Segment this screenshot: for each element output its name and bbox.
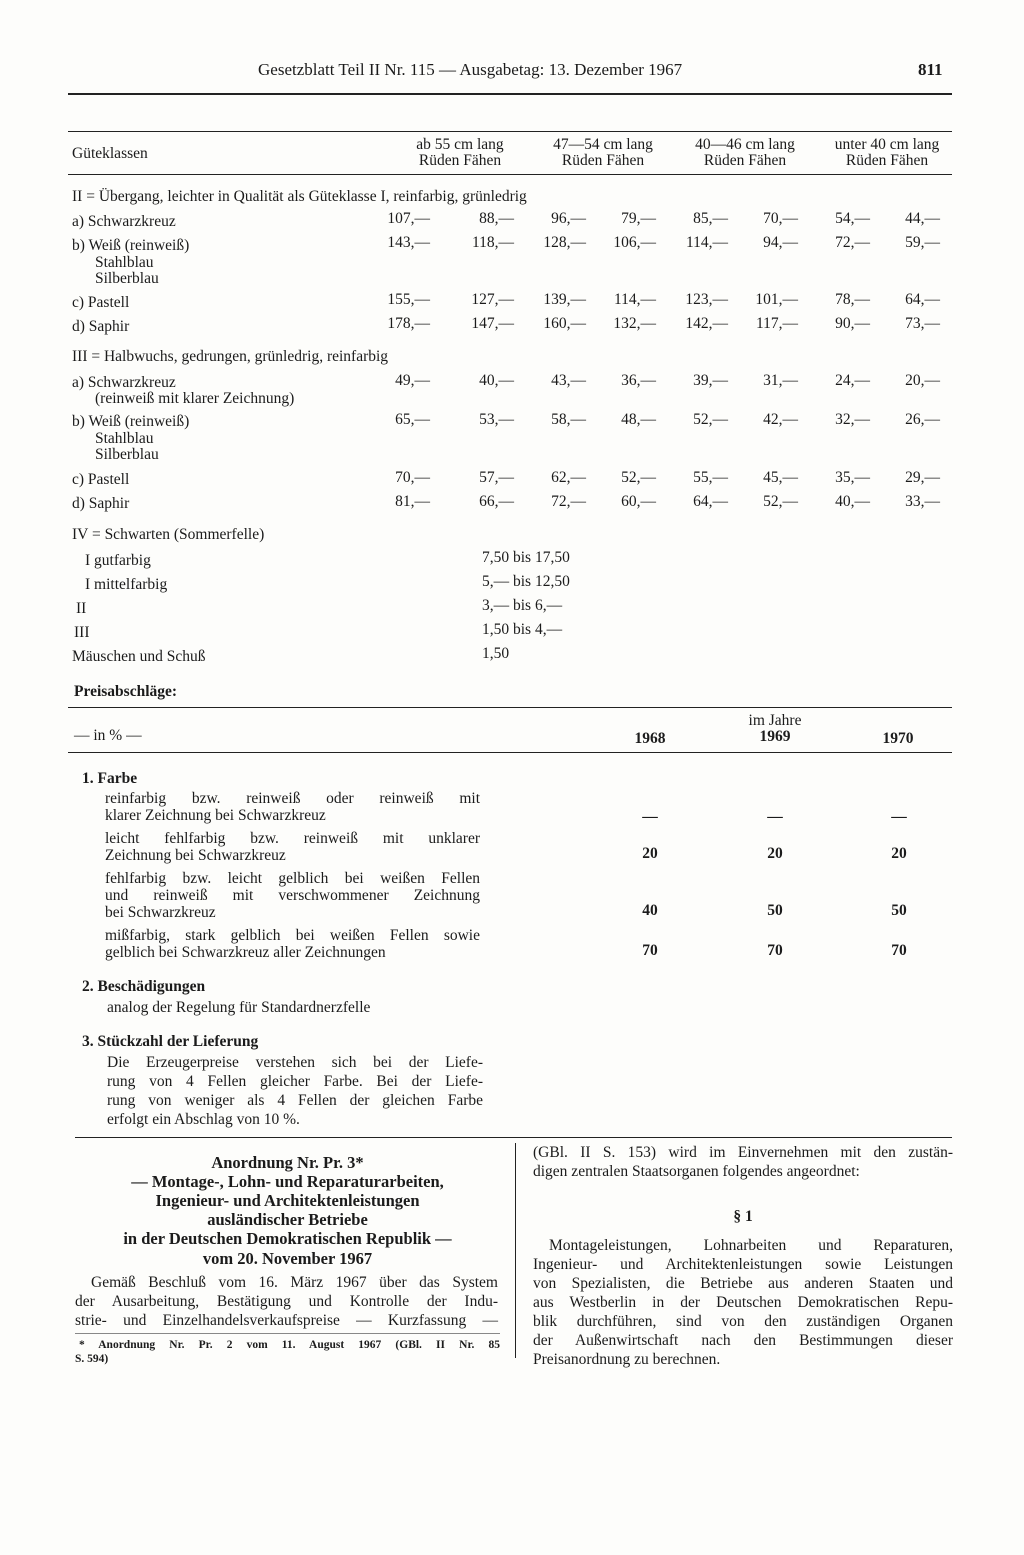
table-header-rule <box>68 174 952 175</box>
price-cell: 123,— <box>685 291 728 308</box>
price-cell: 52,— <box>763 493 798 510</box>
price-cell: 107,— <box>387 210 430 227</box>
footnote-line: S. 594) <box>75 1353 109 1365</box>
text-line: digen zentralen Staatsorganen folgendes angeordnet: <box>533 1163 860 1180</box>
abschlag-value: 50 <box>891 902 907 919</box>
price-cell: 73,— <box>905 315 940 332</box>
size-group-2-sub: Rüden Fähen <box>561 152 645 169</box>
farbe-title: 1. Farbe <box>82 770 138 787</box>
price-cell: 53,— <box>479 411 514 428</box>
text-line: leicht fehlfarbig bzw. reinweiß mit unklarer <box>105 830 480 847</box>
price-cell: 65,— <box>395 411 430 428</box>
abschlag-value: 20 <box>642 845 658 862</box>
title-line: Ingenieur- und Architektenleistungen <box>155 1191 420 1210</box>
header-rule <box>68 93 952 95</box>
price-cell: 72,— <box>835 234 870 251</box>
price-cell: 39,— <box>693 372 728 389</box>
text-line: gelblich bei Schwarzkreuz aller Zeichnungen <box>105 944 386 961</box>
price-cell: 57,— <box>479 469 514 486</box>
text-line: Ingenieur- und Architektenleistungen sowie Leistungen <box>533 1256 953 1273</box>
section-iii-title: III = Halbwuchs, gedrungen, grünledrig, reinfarbig <box>72 348 389 365</box>
row-label: b) Weiß (reinweiß) <box>72 413 190 430</box>
price-cell: 52,— <box>621 469 656 486</box>
anordnung-intro <box>75 1273 498 1330</box>
abschlaege-header-rule <box>68 752 952 753</box>
row-label: I mittelfarbig <box>85 576 168 593</box>
row-value: 1,50 bis 4,— <box>482 621 563 638</box>
footnote <box>75 1338 500 1366</box>
row-label: III <box>74 624 90 641</box>
text-line: blik durchführen, sind von den zuständigen Organen <box>533 1313 953 1330</box>
anordnung-date: vom 20. November 1967 <box>202 1249 373 1268</box>
farbe-row-text <box>105 790 480 824</box>
row-label: I gutfarbig <box>85 552 151 569</box>
price-cell: 142,— <box>685 315 728 332</box>
price-cell: 70,— <box>395 469 430 486</box>
size-group-3-sub: Rüden Fähen <box>703 152 787 169</box>
text-line: strie- und Einzelhandelsverkaufspreise — Kurzfassung — <box>75 1312 498 1329</box>
price-cell: 72,— <box>551 493 586 510</box>
text-line: reinfarbig bzw. reinweiß oder reinweiß mit <box>105 790 480 807</box>
price-cell: 60,— <box>621 493 656 510</box>
price-cell: 48,— <box>621 411 656 428</box>
text-line: Zeichnung bei Schwarzkreuz <box>105 847 286 864</box>
page-number: 811 <box>918 60 943 79</box>
price-cell: 42,— <box>763 411 798 428</box>
price-cell: 32,— <box>835 411 870 428</box>
abschlag-value: — <box>767 808 783 825</box>
title-line: ausländischer Betriebe <box>207 1210 368 1229</box>
abschlag-value: 70 <box>891 942 907 959</box>
section-ii-title: II = Übergang, leichter in Qualität als Güteklasse I, reinfarbig, grünledrig <box>72 188 527 205</box>
price-cell: 43,— <box>551 372 586 389</box>
row-sublabel: Stahlblau <box>95 430 154 447</box>
farbe-row-text <box>105 830 480 864</box>
size-group-3: 40—46 cm lang <box>695 136 795 153</box>
farbe-row-text <box>105 927 480 961</box>
text-line: fehlfarbig bzw. leicht gelblich bei weißen Fellen <box>105 870 480 887</box>
price-cell: 118,— <box>471 234 514 251</box>
price-cell: 139,— <box>543 291 586 308</box>
row-value: 5,— bis 12,50 <box>482 573 570 590</box>
price-cell: 127,— <box>471 291 514 308</box>
text-line: Preisanordnung zu berechnen. <box>533 1351 721 1368</box>
row-value: 3,— bis 6,— <box>482 597 563 614</box>
text-line: (GBl. II S. 153) wird im Einvernehmen mit den zustän- <box>533 1144 953 1161</box>
price-cell: 45,— <box>763 469 798 486</box>
abschlag-value: — <box>642 808 658 825</box>
price-cell: 44,— <box>905 210 940 227</box>
price-cell: 88,— <box>479 210 514 227</box>
title-line: in der Deutschen Demokratischen Republik — <box>123 1229 452 1248</box>
price-cell: 64,— <box>905 291 940 308</box>
row-label: c) Pastell <box>72 294 130 311</box>
price-cell: 78,— <box>835 291 870 308</box>
abschlag-value: — <box>891 808 907 825</box>
size-group-4-sub: Rüden Fähen <box>845 152 929 169</box>
table-top-rule <box>68 131 952 132</box>
row-value: 1,50 <box>482 645 510 662</box>
row-label: Mäuschen und Schuß <box>72 648 206 665</box>
price-cell: 143,— <box>387 234 430 251</box>
row-value: 7,50 bis 17,50 <box>482 549 570 566</box>
row-sublabel: Silberblau <box>95 446 159 463</box>
price-cell: 147,— <box>471 315 514 332</box>
row-label: d) Saphir <box>72 495 130 512</box>
running-header: Gesetzblatt Teil II Nr. 115 — Ausgabetag: 13. Dezember 1967 <box>258 60 683 79</box>
section-iv-title: IV = Schwarten (Sommerfelle) <box>72 526 265 543</box>
price-cell: 101,— <box>755 291 798 308</box>
row-sublabel: (reinweiß mit klarer Zeichnung) <box>95 390 295 407</box>
price-cell: 26,— <box>905 411 940 428</box>
price-cell: 66,— <box>479 493 514 510</box>
price-cell: 33,— <box>905 493 940 510</box>
size-group-1: ab 55 cm lang <box>416 136 504 153</box>
price-cell: 90,— <box>835 315 870 332</box>
price-cell: 114,— <box>685 234 728 251</box>
row-label: b) Weiß (reinweiß) <box>72 237 190 254</box>
row-label: a) Schwarzkreuz <box>72 374 176 391</box>
text-line: der Außenwirtschaft nach den Bestimmungen dieser <box>533 1332 953 1349</box>
price-cell: 58,— <box>551 411 586 428</box>
text-line: mißfarbig, stark gelblich bei weißen Fellen sowie <box>105 927 480 944</box>
title-line: Anordnung Nr. Pr. 3* <box>211 1153 364 1172</box>
im-jahre-label: im Jahre <box>748 712 802 729</box>
price-cell: 62,— <box>551 469 586 486</box>
abschlag-value: 20 <box>891 845 907 862</box>
text-line: der Ausarbeitung, Bestätigung und Kontrolle der Indu- <box>75 1293 498 1310</box>
price-cell: 114,— <box>613 291 656 308</box>
unit-label: — in % — <box>74 727 142 744</box>
year-1970: 1970 <box>882 730 914 747</box>
price-cell: 31,— <box>763 372 798 389</box>
year-1968: 1968 <box>634 730 666 747</box>
price-cell: 94,— <box>763 234 798 251</box>
text-line: bei Schwarzkreuz <box>105 904 216 921</box>
abschlaege-top-rule <box>68 707 952 708</box>
footnote-line: * Anordnung Nr. Pr. 2 vom 11. August 1967 (GBl. II Nr. 85 <box>79 1339 500 1351</box>
abschlag-value: 70 <box>767 942 783 959</box>
column-divider <box>515 1143 516 1358</box>
row-sublabel: Silberblau <box>95 270 159 287</box>
abschlag-value: 50 <box>767 902 783 919</box>
size-group-1-sub: Rüden Fähen <box>418 152 502 169</box>
right-intro <box>533 1143 953 1181</box>
text-line: rung von weniger als 4 Fellen der gleichen Farbe <box>107 1092 483 1109</box>
price-cell: 96,— <box>551 210 586 227</box>
size-group-2: 47—54 cm lang <box>553 136 653 153</box>
price-cell: 79,— <box>621 210 656 227</box>
price-cell: 106,— <box>613 234 656 251</box>
price-cell: 55,— <box>693 469 728 486</box>
price-cell: 54,— <box>835 210 870 227</box>
abschlag-value: 20 <box>767 845 783 862</box>
text-line: erfolgt ein Abschlag von 10 %. <box>107 1111 300 1128</box>
price-cell: 85,— <box>693 210 728 227</box>
text-line: aus Westberlin in der Deutschen Demokratischen Repu- <box>533 1294 953 1311</box>
size-group-4: unter 40 cm lang <box>834 136 940 153</box>
footnote-rule <box>75 1333 500 1334</box>
price-cell: 52,— <box>693 411 728 428</box>
price-cell: 40,— <box>479 372 514 389</box>
abschlaege-title: Preisabschläge: <box>74 683 178 700</box>
stueckzahl-title: 3. Stückzahl der Lieferung <box>82 1033 259 1050</box>
paragraph-1-title: § 1 <box>733 1208 753 1225</box>
price-cell: 35,— <box>835 469 870 486</box>
price-cell: 24,— <box>835 372 870 389</box>
text-line: von Spezialisten, die Betriebe aus anderen Staaten und <box>533 1275 953 1292</box>
farbe-row-text <box>105 870 480 921</box>
text-line: rung von 4 Fellen gleicher Farbe. Bei der Liefe- <box>107 1073 483 1090</box>
row-label: d) Saphir <box>72 318 130 335</box>
price-cell: 128,— <box>543 234 586 251</box>
row-label: II <box>76 600 87 617</box>
price-cell: 160,— <box>543 315 586 332</box>
price-cell: 178,— <box>387 315 430 332</box>
anordnung-title <box>75 1153 500 1248</box>
year-1969: 1969 <box>759 728 791 745</box>
price-cell: 155,— <box>387 291 430 308</box>
price-cell: 20,— <box>905 372 940 389</box>
price-cell: 40,— <box>835 493 870 510</box>
paragraph-1-text <box>533 1236 953 1369</box>
stueckzahl-text <box>107 1053 483 1129</box>
price-cell: 132,— <box>613 315 656 332</box>
text-line: klarer Zeichnung bei Schwarzkreuz <box>105 807 326 824</box>
price-cell: 70,— <box>763 210 798 227</box>
section-divider <box>75 1137 952 1138</box>
text-line: und reinweiß mit verschwommener Zeichnung <box>105 887 480 904</box>
text-line: Montageleistungen, Lohnarbeiten und Reparaturen, <box>549 1237 953 1254</box>
row-sublabel: Stahlblau <box>95 254 154 271</box>
column-header-gueteklassen: Güteklassen <box>72 145 148 162</box>
price-cell: 64,— <box>693 493 728 510</box>
price-cell: 117,— <box>755 315 798 332</box>
row-label: a) Schwarzkreuz <box>72 213 176 230</box>
price-cell: 59,— <box>905 234 940 251</box>
beschaedigungen-text: analog der Regelung für Standardnerzfelle <box>107 999 371 1016</box>
title-line: — Montage-, Lohn- und Reparaturarbeiten, <box>131 1172 444 1191</box>
row-label: c) Pastell <box>72 471 130 488</box>
text-line: Gemäß Beschluß vom 16. März 1967 über das System <box>91 1274 498 1291</box>
price-cell: 36,— <box>621 372 656 389</box>
price-cell: 81,— <box>395 493 430 510</box>
abschlag-value: 70 <box>642 942 658 959</box>
abschlag-value: 40 <box>642 902 658 919</box>
beschaedigungen-title: 2. Beschädigungen <box>82 978 206 995</box>
price-cell: 29,— <box>905 469 940 486</box>
price-cell: 49,— <box>395 372 430 389</box>
text-line: Die Erzeugerpreise verstehen sich bei der Liefe- <box>107 1054 483 1071</box>
